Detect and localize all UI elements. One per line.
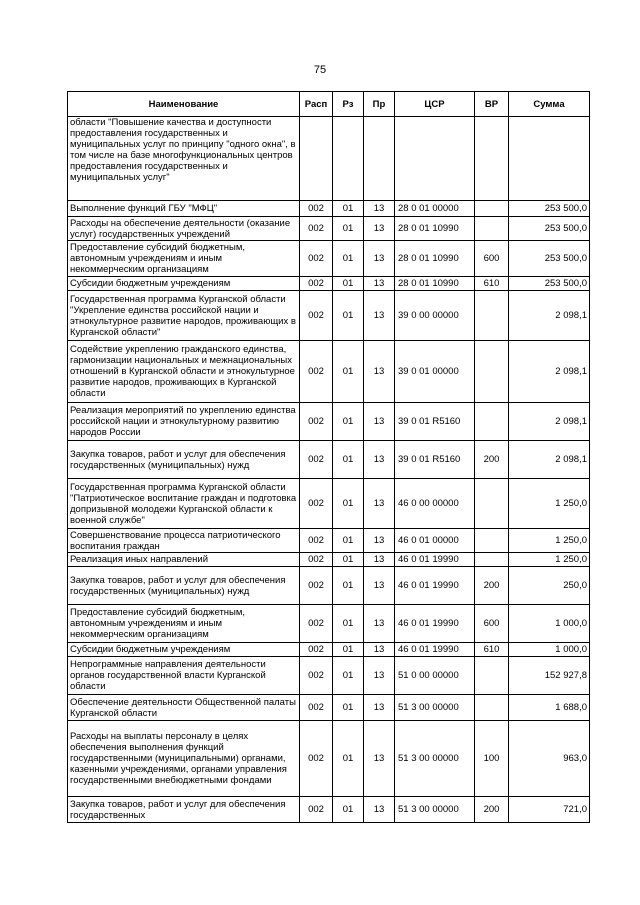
table-row	[68, 217, 590, 241]
cell-name: Выполнение функций ГБУ "МФЦ"	[68, 201, 300, 217]
cell-sum: 963,0	[509, 721, 590, 797]
cell-vr: 200	[475, 441, 509, 479]
cell-rasp: 002	[300, 201, 333, 217]
cell-name: области "Повышение качества и доступности предоставления государственных и муниципальных услуг по принципу "одного окна", в том числе на базе многофункциональных центров предоставления государственных и муниципальных услуг"	[68, 117, 300, 201]
cell-rz: 01	[333, 479, 364, 529]
table-row	[68, 529, 590, 553]
cell-vr: 610	[475, 643, 509, 657]
cell-sum: 721,0	[509, 797, 590, 823]
cell-pr: 13	[364, 797, 395, 823]
table-row	[68, 721, 590, 797]
cell-csr: 51 3 00 00000	[395, 695, 475, 721]
header-name: Наименование	[68, 92, 300, 117]
cell-name: Субсидии бюджетным учреждениям	[68, 643, 300, 657]
cell-rasp	[300, 117, 333, 201]
cell-rz: 01	[333, 217, 364, 241]
cell-vr	[475, 553, 509, 567]
cell-pr: 13	[364, 277, 395, 291]
header-rz: Рз	[333, 92, 364, 117]
header-pr: Пр	[364, 92, 395, 117]
cell-rasp: 002	[300, 643, 333, 657]
cell-name: Государственная программа Курганской области "Патриотическое воспитание граждан и подготовка допризывной молодежи Курганской области к военной службе"	[68, 479, 300, 529]
cell-sum: 2 098,1	[509, 403, 590, 441]
cell-csr: 46 0 01 19990	[395, 553, 475, 567]
cell-csr: 51 0 00 00000	[395, 657, 475, 695]
cell-csr: 51 3 00 00000	[395, 721, 475, 797]
cell-vr	[475, 291, 509, 341]
cell-name: Реализация иных направлений	[68, 553, 300, 567]
cell-rz: 01	[333, 605, 364, 643]
cell-csr: 46 0 01 19990	[395, 567, 475, 605]
cell-sum: 1 250,0	[509, 553, 590, 567]
cell-pr: 13	[364, 217, 395, 241]
cell-pr: 13	[364, 695, 395, 721]
header-row	[68, 92, 590, 117]
table-row	[68, 341, 590, 403]
cell-name: Государственная программа Курганской области "Укрепление единства российской нации и этнокультурное развитие народов, проживающих в Курганской области"	[68, 291, 300, 341]
header-csr: ЦСР	[395, 92, 475, 117]
cell-pr: 13	[364, 441, 395, 479]
cell-csr: 39 0 00 00000	[395, 291, 475, 341]
cell-pr: 13	[364, 657, 395, 695]
cell-pr: 13	[364, 553, 395, 567]
table-row	[68, 797, 590, 823]
cell-csr: 46 0 01 19990	[395, 643, 475, 657]
cell-csr: 46 0 01 00000	[395, 529, 475, 553]
cell-name: Закупка товаров, работ и услуг для обеспечения государственных	[68, 797, 300, 823]
cell-rasp: 002	[300, 657, 333, 695]
cell-vr: 600	[475, 241, 509, 277]
cell-rz: 01	[333, 529, 364, 553]
cell-csr: 39 0 01 R5160	[395, 403, 475, 441]
table-row	[68, 657, 590, 695]
cell-name: Расходы на обеспечение деятельности (оказание услуг) государственных учреждений	[68, 217, 300, 241]
cell-name: Закупка товаров, работ и услуг для обеспечения государственных (муниципальных) нужд	[68, 441, 300, 479]
cell-sum: 152 927,8	[509, 657, 590, 695]
cell-name: Расходы на выплаты персоналу в целях обеспечения выполнения функций государственными (муниципальными) органами, казенными учреждениями, органами управления государственными внебюджетными фондами	[68, 721, 300, 797]
table-row	[68, 695, 590, 721]
cell-rasp: 002	[300, 241, 333, 277]
cell-pr: 13	[364, 403, 395, 441]
cell-rz: 01	[333, 441, 364, 479]
cell-sum: 250,0	[509, 567, 590, 605]
cell-rasp: 002	[300, 721, 333, 797]
table-row	[68, 479, 590, 529]
cell-pr: 13	[364, 567, 395, 605]
table-row	[68, 403, 590, 441]
cell-csr: 39 0 01 00000	[395, 341, 475, 403]
cell-sum: 2 098,1	[509, 441, 590, 479]
cell-sum: 1 000,0	[509, 605, 590, 643]
cell-sum: 1 250,0	[509, 479, 590, 529]
cell-vr	[475, 403, 509, 441]
cell-sum: 253 500,0	[509, 241, 590, 277]
cell-rz: 01	[333, 567, 364, 605]
cell-rasp: 002	[300, 567, 333, 605]
cell-sum: 2 098,1	[509, 341, 590, 403]
cell-rasp: 002	[300, 529, 333, 553]
cell-pr: 13	[364, 341, 395, 403]
cell-sum: 253 500,0	[509, 277, 590, 291]
header-sum: Сумма	[509, 92, 590, 117]
cell-rasp: 002	[300, 217, 333, 241]
cell-rz: 01	[333, 797, 364, 823]
cell-vr: 200	[475, 567, 509, 605]
cell-pr: 13	[364, 643, 395, 657]
cell-rasp: 002	[300, 441, 333, 479]
cell-rasp: 002	[300, 695, 333, 721]
cell-csr	[395, 117, 475, 201]
cell-rasp: 002	[300, 341, 333, 403]
cell-csr: 28 0 01 10990	[395, 241, 475, 277]
cell-rz: 01	[333, 277, 364, 291]
cell-vr	[475, 217, 509, 241]
cell-rz: 01	[333, 403, 364, 441]
budget-table	[67, 91, 590, 823]
table-row	[68, 553, 590, 567]
cell-sum: 253 500,0	[509, 217, 590, 241]
cell-csr: 46 0 00 00000	[395, 479, 475, 529]
cell-name: Непрограммные направления деятельности органов государственной власти Курганской области	[68, 657, 300, 695]
cell-vr	[475, 529, 509, 553]
cell-vr	[475, 341, 509, 403]
cell-rz: 01	[333, 721, 364, 797]
header-rasp: Расп	[300, 92, 333, 117]
table-row	[68, 567, 590, 605]
cell-sum: 2 098,1	[509, 291, 590, 341]
cell-rz: 01	[333, 341, 364, 403]
page-number: 75	[313, 64, 327, 76]
cell-rz	[333, 117, 364, 201]
cell-name: Содействие укреплению гражданского единства, гармонизации национальных и межнациональных отношений в Курганской области и этнокультурное развитие народов, проживающих в Курганской области	[68, 341, 300, 403]
cell-rasp: 002	[300, 479, 333, 529]
cell-vr: 610	[475, 277, 509, 291]
cell-rasp: 002	[300, 605, 333, 643]
table-row	[68, 291, 590, 341]
cell-name: Субсидии бюджетным учреждениям	[68, 277, 300, 291]
cell-csr: 28 0 01 10990	[395, 277, 475, 291]
cell-pr: 13	[364, 201, 395, 217]
cell-pr: 13	[364, 479, 395, 529]
table-row	[68, 117, 590, 201]
cell-vr	[475, 479, 509, 529]
cell-vr	[475, 695, 509, 721]
cell-csr: 28 0 01 00000	[395, 201, 475, 217]
cell-sum	[509, 117, 590, 201]
cell-name: Обеспечение деятельности Общественной палаты Курганской области	[68, 695, 300, 721]
cell-csr: 28 0 01 10990	[395, 217, 475, 241]
cell-rasp: 002	[300, 291, 333, 341]
cell-sum: 253 500,0	[509, 201, 590, 217]
table-row	[68, 605, 590, 643]
cell-pr: 13	[364, 529, 395, 553]
cell-rz: 01	[333, 291, 364, 341]
table-row	[68, 643, 590, 657]
cell-rz: 01	[333, 553, 364, 567]
cell-sum: 1 250,0	[509, 529, 590, 553]
cell-csr: 39 0 01 R5160	[395, 441, 475, 479]
cell-rz: 01	[333, 657, 364, 695]
cell-pr: 13	[364, 241, 395, 277]
cell-name: Предоставление субсидий бюджетным, автономным учреждениям и иным некоммерческим организациям	[68, 241, 300, 277]
cell-rasp: 002	[300, 277, 333, 291]
cell-vr	[475, 117, 509, 201]
table-row	[68, 241, 590, 277]
header-vr: ВР	[475, 92, 509, 117]
cell-rz: 01	[333, 643, 364, 657]
cell-sum: 1 000,0	[509, 643, 590, 657]
cell-pr: 13	[364, 291, 395, 341]
cell-vr: 100	[475, 721, 509, 797]
table-row	[68, 441, 590, 479]
cell-pr: 13	[364, 721, 395, 797]
cell-rz: 01	[333, 695, 364, 721]
cell-csr: 51 3 00 00000	[395, 797, 475, 823]
cell-rasp: 002	[300, 403, 333, 441]
cell-pr: 13	[364, 605, 395, 643]
cell-name: Реализация мероприятий по укреплению единства российской нации и этнокультурному развитию народов России	[68, 403, 300, 441]
cell-rasp: 002	[300, 553, 333, 567]
cell-rasp: 002	[300, 797, 333, 823]
table-row	[68, 277, 590, 291]
cell-vr: 200	[475, 797, 509, 823]
cell-name: Предоставление субсидий бюджетным, автономным учреждениям и иным некоммерческим организациям	[68, 605, 300, 643]
cell-vr	[475, 201, 509, 217]
cell-sum: 1 688,0	[509, 695, 590, 721]
cell-name: Закупка товаров, работ и услуг для обеспечения государственных (муниципальных) нужд	[68, 567, 300, 605]
cell-rz: 01	[333, 241, 364, 277]
cell-pr	[364, 117, 395, 201]
cell-name: Совершенствование процесса патриотического воспитания граждан	[68, 529, 300, 553]
cell-vr	[475, 657, 509, 695]
cell-rz: 01	[333, 201, 364, 217]
cell-csr: 46 0 01 19990	[395, 605, 475, 643]
cell-vr: 600	[475, 605, 509, 643]
table-row	[68, 201, 590, 217]
